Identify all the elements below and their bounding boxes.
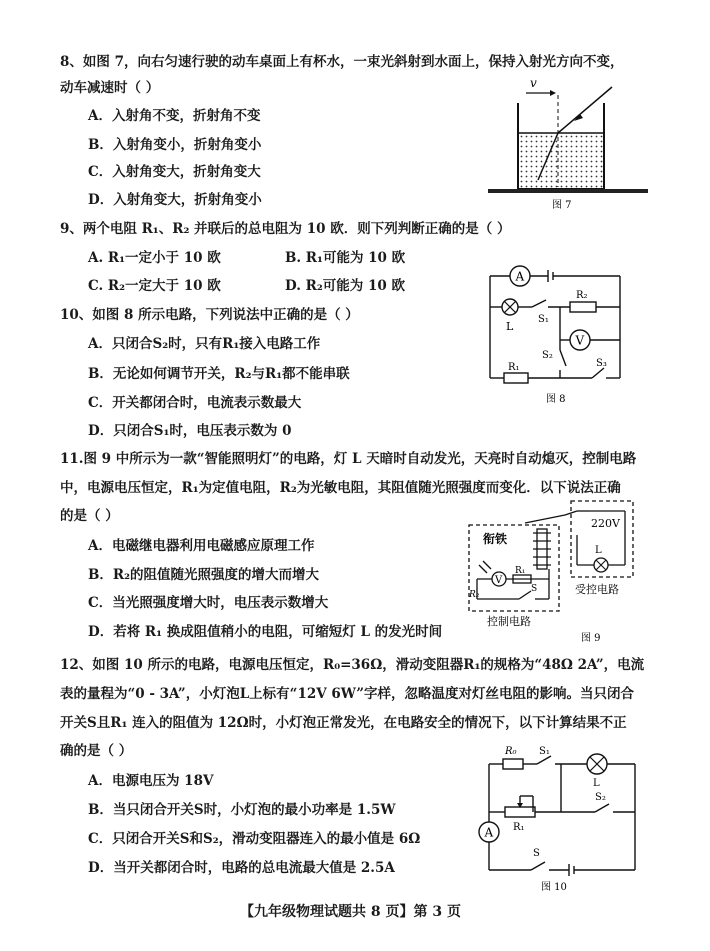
figure-10 [475,740,645,892]
q10-option-b: B．无论如何调节开关，R₂与R₁都不能串联 [88,366,350,382]
q10-option-a: A．只闭合S₂时，只有R₁接入电路工作 [88,336,321,352]
label-s2: S₂ [542,350,553,361]
svg-text:V: V [495,575,503,586]
lamp-symbol-fig10 [587,754,607,789]
label-s-fig10: S [533,848,540,859]
q12-stem-line1: 12、如图 10 所示的电路，电源电压恒定，R₀=36Ω，滑动变阻器R₁的规格为“48Ω 2A”，电流 [60,657,645,673]
label-220v: 220V [591,517,620,530]
water [518,133,604,189]
voltmeter-symbol-fig9 [492,572,506,586]
q10-option-c: C．开关都闭合时，电流表示数最大 [88,395,302,411]
q9-option-a: A. R₁一定小于 10 欧 [88,250,221,266]
label-s1-fig10: S₁ [539,746,550,757]
figure-9-caption: 图 9 [581,633,601,644]
q11-option-a: A．电磁继电器利用电磁感应原理工作 [88,538,315,554]
svg-text:A: A [515,269,525,284]
label-s1: S₁ [538,314,549,325]
q11-stem-line3: 的是（ ） [60,508,119,524]
label-r0: R₀ [505,746,517,757]
label-r1-fig10: R₁ [513,822,525,833]
figure-8-caption: 图 8 [546,394,566,405]
figure-8 [480,262,640,412]
label-s-fig9: S [531,584,538,594]
ammeter-symbol-fig10 [479,822,499,842]
svg-text:L: L [595,545,602,556]
label-r1-fig9: R₁ [515,566,526,576]
q8-option-c: C．入射角变大，折射角变大 [88,164,261,180]
label-s3: S₃ [596,358,607,369]
q11-option-d: D．若将 R₁ 换成阻值稍小的电阻，可缩短灯 L 的发光时间 [88,624,443,640]
q10-stem: 10、如图 8 所示电路，下列说法中正确的是（ ） [60,307,359,323]
lamp-symbol [502,299,518,333]
lamp-symbol-fig9 [594,545,608,572]
q8-stem-line1: 8、如图 7，向右匀速行驶的动车桌面上有杯水，一束光斜射到水面上，保持入射光方向不变， [60,54,624,70]
q9-option-c: C. R₂一定大于 10 欧 [88,278,221,294]
q12-option-b: B．当只闭合开关S时，小灯泡的最小功率是 1.5W [88,802,396,818]
page-footer: 【九年级物理试题共 8 页】第 3 页 [240,904,461,920]
label-armature: 衔铁 [483,532,508,546]
q11-stem-line1: 11.图 9 中所示为一款“智能照明灯”的电路，灯 L 天暗时自动发光，天亮时自动熄灭，控制电路 [60,451,637,467]
q8-stem-line2: 动车减速时（ ） [60,80,160,96]
q9-option-b: B. R₁可能为 10 欧 [285,250,406,266]
figure-10-caption: 图 10 [541,882,567,893]
q8-option-a: A．入射角不变，折射角不变 [88,108,261,124]
q11-stem-line2: 中，电源电压恒定，R₁为定值电阻，R₂为光敏电阻，其阻值随光照强度而变化．以下说法正确 [60,480,621,496]
q9-option-d: D. R₂可能为 10 欧 [285,278,405,294]
figure-7 [480,75,660,215]
label-control-circuit: 控制电路 [487,615,531,628]
figure-9 [465,495,675,650]
svg-text:L: L [593,778,600,789]
figure-7-caption: 图 7 [552,200,572,211]
q12-stem-line3: 开关S且R₁ 连入的阻值为 12Ω时，小灯泡正常发光，在电路安全的情况下，以下计算结果不正 [60,715,627,731]
q10-option-d: D．只闭合S₁时，电压表示数为 0 [88,423,292,439]
q9-stem: 9、两个电阻 R₁、R₂ 并联后的总电阻为 10 欧．则下列判断正确的是（ ） [60,221,511,237]
q8-option-b: B．入射角变小，折射角变小 [88,137,262,153]
q12-option-c: C．只闭合开关S和S₂，滑动变阻器连入的最小值是 6Ω [88,831,421,847]
q11-option-c: C．当光照强度增大时，电压表示数增大 [88,595,329,611]
q11-option-b: B．R₂的阻值随光照强度的增大而增大 [88,567,320,583]
voltmeter-symbol [570,330,590,350]
svg-text:L: L [506,320,514,333]
q12-stem-line4: 确的是（ ） [60,743,133,759]
q12-option-a: A．电源电压为 18V [88,773,214,789]
svg-text:V: V [575,333,585,348]
label-r2: R₂ [576,290,588,301]
label-r1: R₁ [508,362,520,373]
table-surface [488,189,648,193]
q12-stem-line2: 表的量程为“0 - 3A”，小灯泡L上标有“12V 6W”字样，忽略温度对灯丝电阻的影响。当只闭合 [60,686,634,702]
ammeter-symbol [510,266,530,286]
q12-option-d: D．当开关都闭合时，电路的总电流最大值是 2.5A [88,860,395,876]
label-switched-circuit: 受控电路 [575,583,619,596]
velocity-label: v [530,76,537,90]
label-r2-fig9: R₂ [469,590,480,600]
svg-text:A: A [484,825,494,840]
label-s2-fig10: S₂ [595,792,606,803]
q8-option-d: D．入射角变大，折射角变小 [88,192,262,208]
